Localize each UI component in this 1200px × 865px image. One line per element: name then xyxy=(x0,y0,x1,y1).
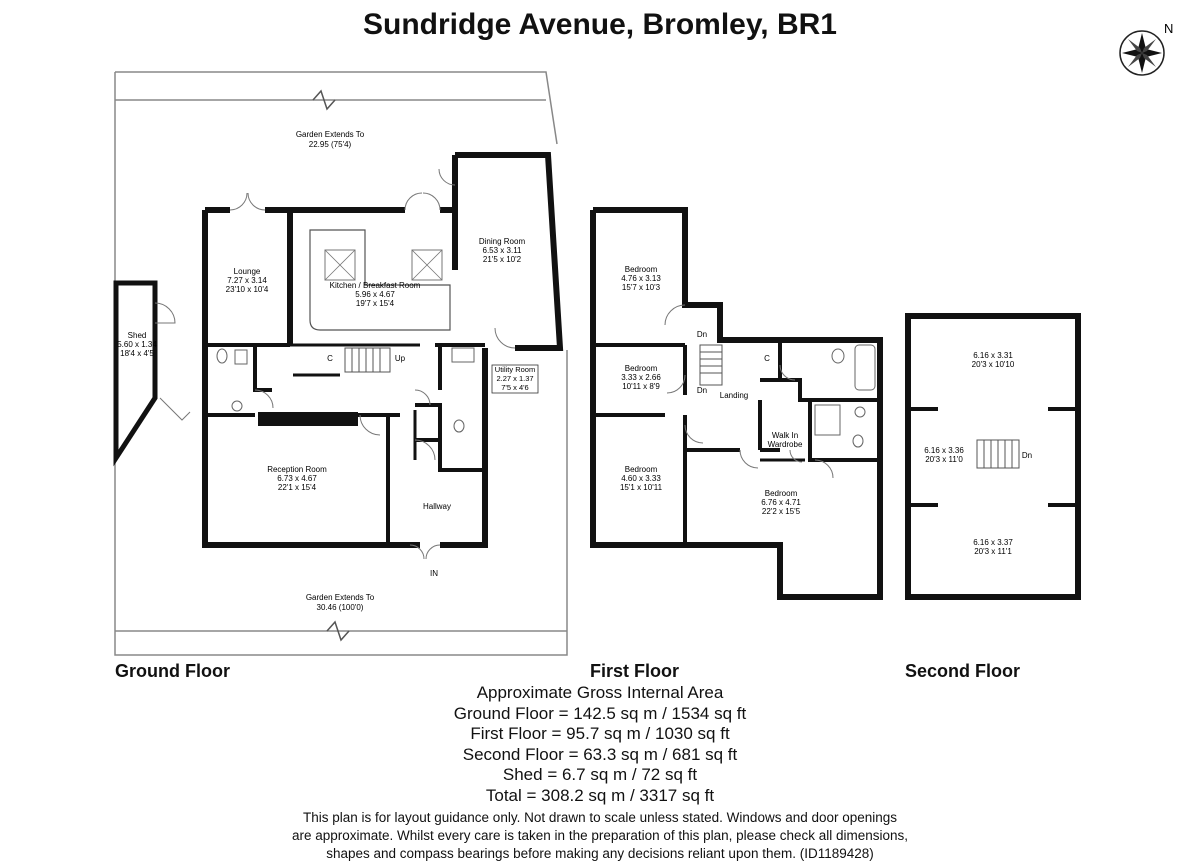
ground-stairs xyxy=(345,348,390,372)
bedroom1-size-imperial: 15'7 x 10'3 xyxy=(621,283,661,292)
lounge-label: Lounge xyxy=(233,267,261,276)
first-doors xyxy=(665,305,833,478)
garden-boundary xyxy=(115,72,567,655)
dining-size-imperial: 21'5 x 10'2 xyxy=(482,255,522,264)
kitchen-label: Kitchen / Breakfast Room xyxy=(329,281,421,290)
bedroom1-size-metric: 4.76 x 3.13 xyxy=(621,274,661,283)
loft-room3-size-metric: 6.16 x 3.37 xyxy=(973,538,1013,547)
loft-room1-size-imperial: 20'3 x 10'10 xyxy=(971,360,1015,369)
dining-label: Dining Room xyxy=(478,237,526,246)
shed-outline xyxy=(116,283,155,458)
loft-room2-size-imperial: 20'3 x 11'0 xyxy=(925,455,963,464)
shed-label: Shed xyxy=(127,331,147,340)
disclaimer-line: are approximate. Whilst every care is taken in the preparation of this plan, please check all dimensions, xyxy=(291,828,909,843)
bedroom2-label: Bedroom xyxy=(624,364,658,373)
bedroom3-label: Bedroom xyxy=(624,465,658,474)
area-line-second: Second Floor = 63.3 sq m / 681 sq ft xyxy=(462,744,738,764)
bedroom3-size-imperial: 15'1 x 10'11 xyxy=(619,483,663,492)
ground-floor-walls xyxy=(205,155,560,545)
gross-internal-area xyxy=(0,683,1200,806)
first-stairs xyxy=(700,345,722,385)
lounge-size-imperial: 23'10 x 10'4 xyxy=(225,285,269,294)
disclaimer xyxy=(0,809,1200,863)
bedroom1-label: Bedroom xyxy=(624,265,658,274)
ground-floor-label: Ground Floor xyxy=(115,661,230,681)
utility-size-metric: 2.27 x 1.37 xyxy=(496,374,534,383)
area-line-total: Total = 308.2 sq m / 3317 sq ft xyxy=(485,785,715,805)
bedroom2-size-imperial: 10'11 x 8'9 xyxy=(622,382,660,391)
fireplace xyxy=(258,412,358,426)
garden-front-label: Garden Extends To xyxy=(305,593,375,602)
area-heading: Approximate Gross Internal Area xyxy=(476,683,724,702)
first-sanitary xyxy=(815,345,875,447)
wardrobe-label-2: Wardrobe xyxy=(767,440,803,449)
loft-room3-size-imperial: 20'3 x 11'1 xyxy=(974,547,1012,556)
loft-stairs-down: Dn xyxy=(1021,451,1033,460)
plan-title: Sundridge Avenue, Bromley, BR1 xyxy=(363,8,837,41)
shed-size-imperial: 18'4 x 4'5 xyxy=(120,349,154,358)
loft-room2-size-metric: 6.16 x 3.36 xyxy=(924,446,964,455)
dining-size-metric: 6.53 x 3.11 xyxy=(482,246,522,255)
compass-icon xyxy=(1120,21,1173,75)
first-stairs-down-b: Dn xyxy=(696,386,708,395)
wardrobe-label-1: Walk In xyxy=(771,431,799,440)
ground-cupboard-label: C xyxy=(327,354,333,363)
entrance-label: IN xyxy=(430,569,438,578)
garden-front-size: 30.46 (100'0) xyxy=(316,603,364,612)
garden-rear-size: 22.95 (75'4) xyxy=(308,140,352,149)
first-cupboard-label: C xyxy=(764,354,770,363)
shed-door-icon xyxy=(155,303,175,323)
reception-size-imperial: 22'1 x 15'4 xyxy=(277,483,317,492)
hallway-label: Hallway xyxy=(422,502,452,511)
second-floor-label: Second Floor xyxy=(905,661,1021,681)
lounge-size-metric: 7.27 x 3.14 xyxy=(227,276,267,285)
disclaimer-line: shapes and compass bearings before making any decisions reliant upon them. (ID1189428) xyxy=(326,846,874,861)
second-stairs xyxy=(977,440,1019,468)
reception-label: Reception Room xyxy=(267,465,327,474)
area-line-ground: Ground Floor = 142.5 sq m / 1534 sq ft xyxy=(453,703,747,723)
bedroom4-size-metric: 6.76 x 4.71 xyxy=(761,498,801,507)
first-stairs-down-a: Dn xyxy=(696,330,708,339)
garden-rear-label: Garden Extends To xyxy=(295,130,365,139)
bedroom4-size-imperial: 22'2 x 15'5 xyxy=(761,507,801,516)
area-line-first: First Floor = 95.7 sq m / 1030 sq ft xyxy=(470,724,730,743)
utility-size-imperial: 7'5 x 4'6 xyxy=(501,383,529,392)
disclaimer-line: This plan is for layout guidance only. Not drawn to scale unless stated. Windows and door openings xyxy=(302,810,898,825)
bedroom3-size-metric: 4.60 x 3.33 xyxy=(621,474,661,483)
bedroom4-label: Bedroom xyxy=(764,489,798,498)
landing-label: Landing xyxy=(719,391,749,400)
ground-stairs-label: Up xyxy=(394,354,406,363)
area-line-shed: Shed = 6.7 sq m / 72 sq ft xyxy=(502,765,698,784)
kitchen-size-imperial: 19'7 x 15'4 xyxy=(355,299,395,308)
utility-label: Utility Room xyxy=(494,365,536,374)
loft-room1-size-metric: 6.16 x 3.31 xyxy=(973,351,1013,360)
shed-size-metric: 5.60 x 1.34 xyxy=(117,340,157,349)
bedroom2-size-metric: 3.33 x 2.66 xyxy=(621,373,661,382)
kitchen-size-metric: 5.96 x 4.67 xyxy=(355,290,395,299)
first-floor-label: First Floor xyxy=(590,661,679,681)
shed-door2-icon xyxy=(160,398,190,420)
reception-size-metric: 6.73 x 4.67 xyxy=(277,474,317,483)
compass-north-label: N xyxy=(1164,21,1174,36)
